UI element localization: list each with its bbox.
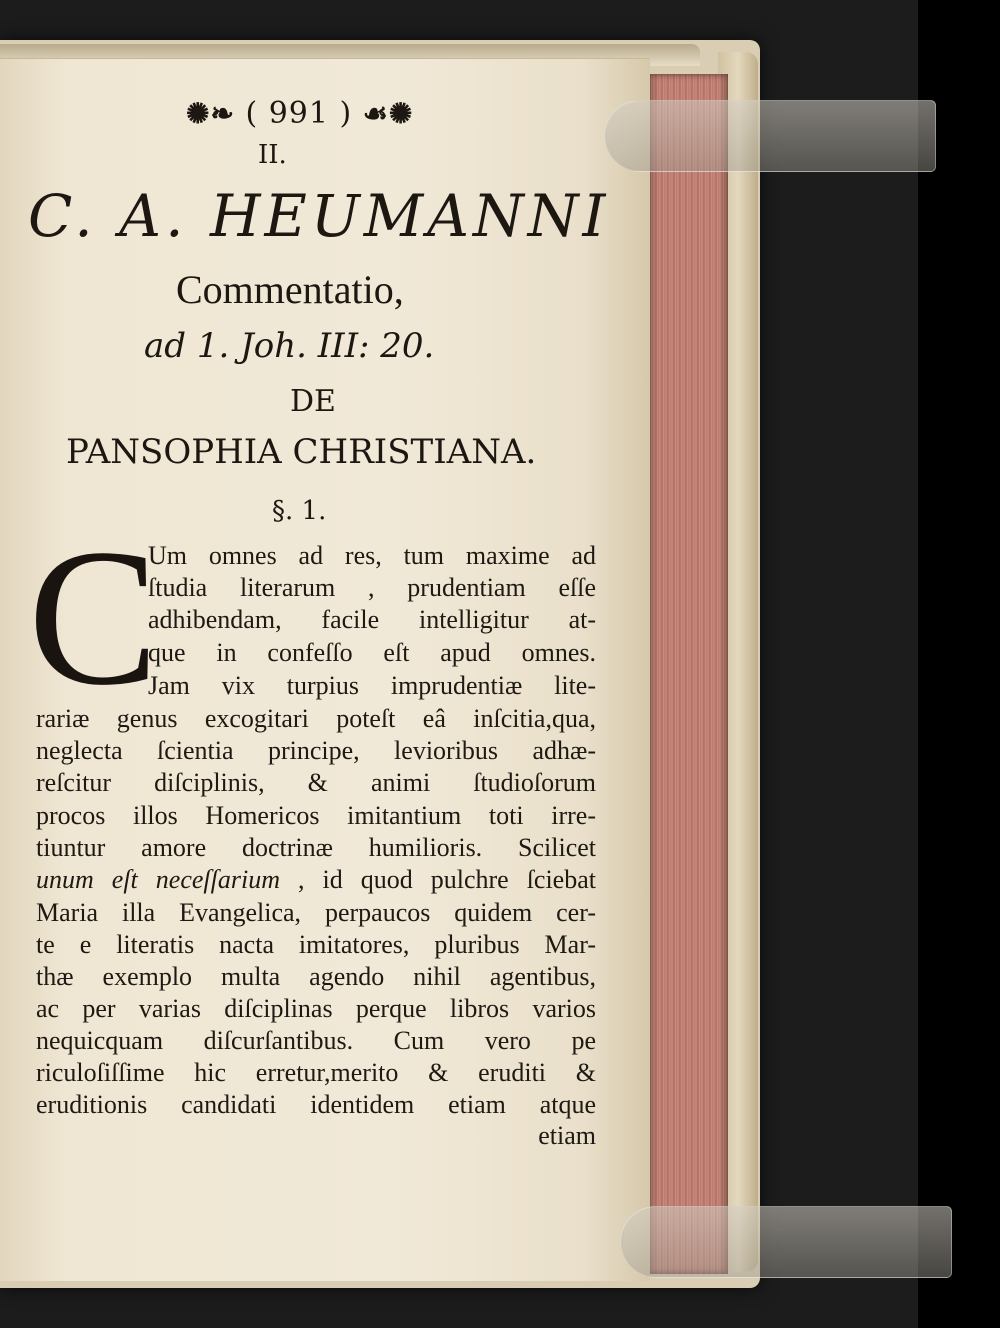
italic-phrase: unum eſt neceſſarium <box>36 865 280 894</box>
text-line: te e literatis nacta imitatores, pluribus Mar- <box>36 930 596 959</box>
text-line: Jam vix turpius imprudentiæ lite- <box>148 671 596 700</box>
ornament-left: ✺❧ <box>186 97 235 130</box>
text-line: eruditionis candidati identidem etiam atque <box>36 1090 596 1119</box>
scripture-reference: ad 1. Joh. III: 20. <box>144 326 435 366</box>
page-clip-top <box>604 100 936 172</box>
text-line: Um omnes ad res, tum maxime ad <box>148 541 596 570</box>
section-mark: §. 1. <box>272 496 327 526</box>
text-line: tiuntur amore doctrinæ humilioris. Scilicet <box>36 833 596 862</box>
text-line: ſtudia literarum , prudentiam eſſe <box>148 573 596 602</box>
text-line: Maria illa Evangelica, perpaucos quidem cer- <box>36 898 596 927</box>
page-clip-bottom <box>620 1206 952 1278</box>
text-line: thæ exemplo multa agendo nihil agentibus, <box>36 962 596 991</box>
text-line: unum eſt neceſſarium , id quod pulchre ſciebat <box>36 865 596 894</box>
subtitle: Commentatio, <box>176 267 404 312</box>
red-fore-edge <box>646 74 728 1274</box>
text-line: procos illos Homericos imitantium toti irre- <box>36 801 596 830</box>
page-number: ( 991 ) <box>245 96 353 131</box>
page-header <box>186 96 413 131</box>
text-line: adhibendam, facile intelligitur at- <box>148 605 596 634</box>
ornament-right: ☙✺ <box>362 97 414 130</box>
text-line: reſcitur diſciplinis, & animi ſtudioſorum <box>36 768 596 797</box>
drop-cap: C <box>28 509 159 726</box>
text-line: que in confeſſo eſt apud omnes. <box>148 638 596 667</box>
topic-heading: PANSOPHIA CHRISTIANA. <box>66 432 537 472</box>
text-line: ac per varias diſciplinas perque libros varios <box>36 994 596 1023</box>
text-line: neglecta ſcientia principe, levioribus adhæ- <box>36 736 596 765</box>
backdrop-edge <box>918 0 1000 1328</box>
page-title: C. A. HEUMANNI <box>28 182 610 250</box>
de-heading: DE <box>290 384 336 419</box>
catchword: etiam <box>538 1121 596 1150</box>
chapter-numeral: II. <box>258 140 287 170</box>
text-line: nequicquam diſcurſantibus. Cum vero pe <box>36 1026 596 1055</box>
text-line: riculoſiſſime hic erretur,merito & eruditi & <box>36 1058 596 1087</box>
text-line: rariæ genus excogitari poteſt eâ inſcitia,qua, <box>36 704 596 733</box>
